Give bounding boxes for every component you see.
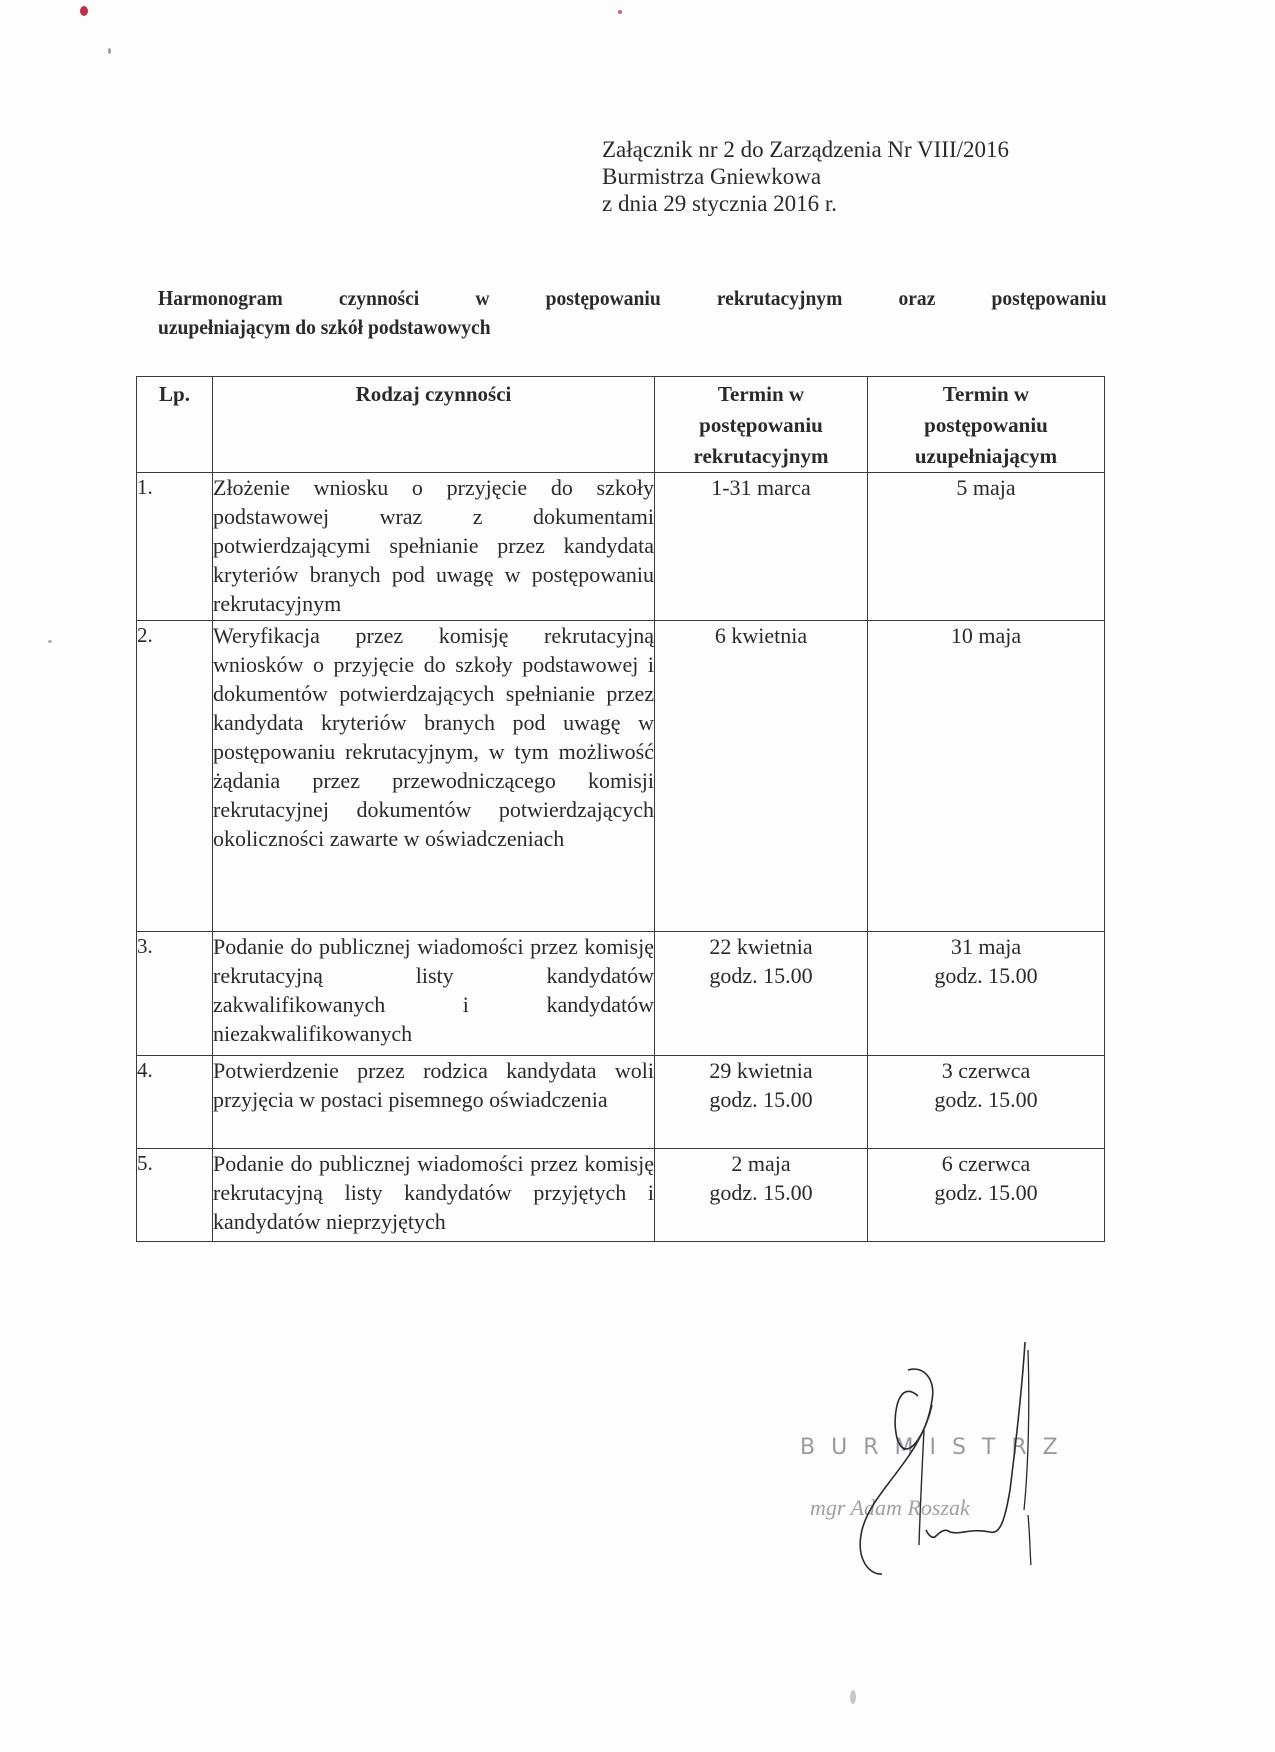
document-title	[158, 284, 1107, 342]
stamp-name: mgr Adam Roszak	[810, 1495, 970, 1520]
attachment-line: Załącznik nr 2 do Zarządzenia Nr VIII/2016	[602, 137, 1010, 162]
header-line: postępowaniu	[699, 413, 823, 437]
date-line: 3 czerwca	[941, 1058, 1031, 1083]
date-line: godz. 15.00	[709, 1180, 813, 1205]
scan-speck	[108, 48, 111, 54]
scan-speck	[618, 10, 622, 14]
row-number: 2.	[137, 621, 213, 932]
date-line: 1-31 marca	[711, 475, 811, 500]
title-line-2: uzupełniającym do szkół podstawowych	[158, 315, 491, 339]
title-word: czynności	[338, 286, 420, 310]
header-line: rekrutacyjnym	[693, 444, 829, 468]
date-line: 29 kwietnia	[709, 1058, 813, 1083]
table-header-row	[137, 377, 1105, 473]
title-word: oraz	[898, 286, 936, 310]
row-number: 1.	[137, 473, 213, 621]
row-number: 4.	[137, 1056, 213, 1149]
stamp-title: BURMISTRZ	[800, 1435, 1074, 1460]
date-line: 22 kwietnia	[709, 934, 813, 959]
activity-cell: Złożenie wniosku o przyjęcie do szkoły podstawowej wraz z dokumentami potwierdzającymi spełnianie przez kandydata kryteriów branych pod uwagę w postępowaniu rekrutacyjnym	[213, 473, 655, 621]
signature-stroke	[919, 1430, 924, 1545]
date-line: 5 maja	[956, 475, 1016, 500]
recruitment-date	[655, 932, 868, 1056]
supplementary-date	[868, 473, 1105, 621]
row-number: 3.	[137, 932, 213, 1056]
signature-stamp-area	[800, 1320, 1080, 1580]
header-activity: Rodzaj czynności	[213, 377, 655, 473]
schedule-table	[136, 376, 1105, 1242]
activity-cell: Potwierdzenie przez rodzica kandydata woli przyjęcia w postaci pisemnego oświadczenia	[213, 1056, 655, 1149]
header-line: Termin w	[717, 382, 805, 406]
header-supplementary-term	[868, 377, 1105, 473]
date-line: 10 maja	[950, 623, 1022, 648]
header-lp: Lp.	[137, 377, 213, 473]
activity-cell: Weryfikacja przez komisję rekrutacyjną wniosków o przyjęcie do szkoły podstawowej i dokumentów potwierdzających spełnianie przez kandydata kryteriów branych pod uwagę w postępowaniu rekrutacyjnym, w tym możliwość żądania przez przewodniczącego komisji rekrutacyjnej dokumentów potwierdzających okoliczności zawarte w oświadczeniach	[213, 621, 655, 932]
title-word: Harmonogram	[158, 286, 283, 310]
date-line: 6 czerwca	[941, 1151, 1031, 1176]
scan-speck	[850, 1690, 856, 1704]
signature-stroke	[926, 1342, 1025, 1537]
title-line-1	[158, 284, 1107, 313]
signature-stroke	[1024, 1350, 1031, 1565]
date-line: godz. 15.00	[934, 963, 1038, 988]
date-line: godz. 15.00	[709, 1087, 813, 1112]
title-word: postępowaniu	[545, 286, 661, 310]
supplementary-date	[868, 1056, 1105, 1149]
activity-cell: Podanie do publicznej wiadomości przez komisję rekrutacyjną listy kandydatów przyjętych i kandydatów nieprzyjętych	[213, 1149, 655, 1242]
supplementary-date	[868, 1149, 1105, 1242]
recruitment-date	[655, 1056, 868, 1149]
header-line: Termin w	[942, 382, 1030, 406]
scan-speck	[48, 640, 52, 643]
date-line: 6 kwietnia	[714, 623, 808, 648]
attachment-line: Burmistrza Gniewkowa	[602, 164, 822, 189]
scan-speck	[80, 6, 88, 16]
table-row	[137, 932, 1105, 1056]
row-number: 5.	[137, 1149, 213, 1242]
activity-cell: Podanie do publicznej wiadomości przez komisję rekrutacyjną listy kandydatów zakwalifikowanych i kandydatów niezakwalifikowanych	[213, 932, 655, 1056]
header-line: postępowaniu	[924, 413, 1048, 437]
date-line: godz. 15.00	[934, 1180, 1038, 1205]
date-line: godz. 15.00	[934, 1087, 1038, 1112]
title-word: w	[475, 286, 490, 310]
header-recruitment-term	[655, 377, 868, 473]
title-word: rekrutacyjnym	[716, 286, 843, 310]
header-line: uzupełniającym	[914, 444, 1058, 468]
date-line: 31 maja	[950, 934, 1022, 959]
supplementary-date	[868, 621, 1105, 932]
attachment-line: z dnia 29 stycznia 2016 r.	[602, 191, 838, 216]
attachment-note	[602, 136, 1009, 217]
date-line: godz. 15.00	[709, 963, 813, 988]
title-word: postępowaniu	[991, 286, 1107, 310]
table-row	[137, 621, 1105, 932]
recruitment-date	[655, 473, 868, 621]
date-line: 2 maja	[731, 1151, 791, 1176]
handwritten-signature	[800, 1320, 1080, 1580]
table-row	[137, 1149, 1105, 1242]
supplementary-date	[868, 932, 1105, 1056]
recruitment-date	[655, 1149, 868, 1242]
table-row	[137, 473, 1105, 621]
table-row	[137, 1056, 1105, 1149]
recruitment-date	[655, 621, 868, 932]
